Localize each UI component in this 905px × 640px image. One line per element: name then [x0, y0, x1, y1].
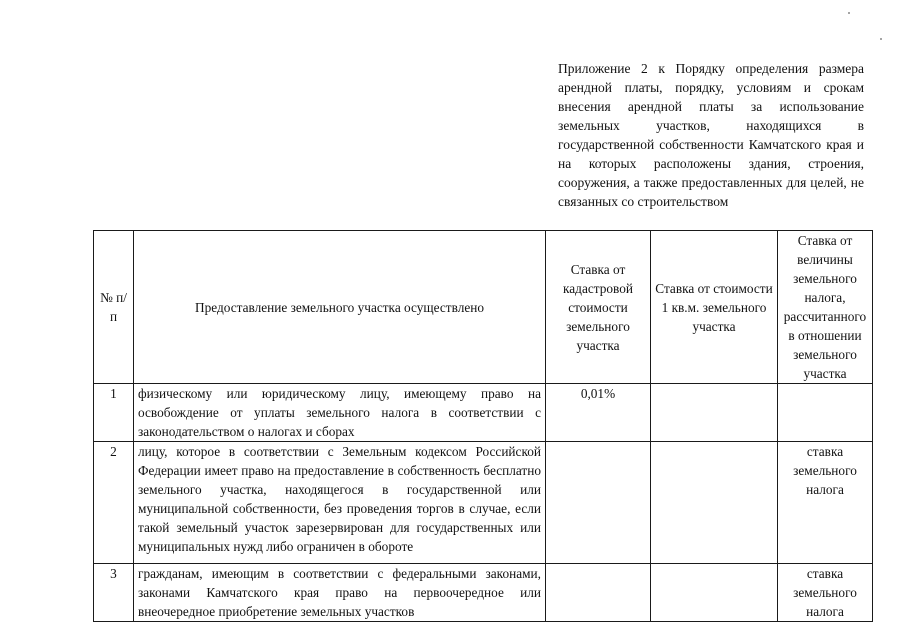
row-cadastral-rate: 0,01% [546, 384, 651, 442]
scan-speck [848, 12, 850, 14]
row-tax-rate: ставка земельного налога [778, 564, 873, 622]
table-header-row [94, 231, 873, 384]
row-tax-rate: ставка земельного налога [778, 442, 873, 564]
row-provision: гражданам, имеющим в соответствии с федеральными законами, законами Камчатского края право на первоочередное или внеочередное приобретение земельных участков [134, 564, 546, 622]
row-cadastral-rate [546, 564, 651, 622]
header-cadastral-rate: Ставка от кадастровой стоимости земельного участка [546, 231, 651, 384]
row-number: 2 [94, 442, 134, 564]
row-provision: лицу, которое в соответствии с Земельным кодексом Российской Федерации имеет право на предоставление в собственность бесплатно земельного участка, находящегося в государственной или муниципальной собственности, без проведения торгов в случае, если такой земельный участок зарезервирован для государственных или муниципальных нужд либо ограничен в обороте [134, 442, 546, 564]
header-number: № п/п [94, 231, 134, 384]
row-number: 3 [94, 564, 134, 622]
header-sqm-rate: Ставка от стоимости 1 кв.м. земельного участка [651, 231, 778, 384]
table-row [94, 564, 873, 622]
row-provision: физическому или юридическому лицу, имеющему право на освобождение от уплаты земельного налога в соответствии с законодательством о налогах и сборах [134, 384, 546, 442]
row-cadastral-rate [546, 442, 651, 564]
row-sqm-rate [651, 384, 778, 442]
header-tax-rate: Ставка от величины земельного налога, рассчитанного в отношении земельного участка [778, 231, 873, 384]
row-sqm-rate [651, 564, 778, 622]
table-row [94, 384, 873, 442]
scan-speck [880, 38, 882, 40]
row-sqm-rate [651, 442, 778, 564]
header-provision: Предоставление земельного участка осуществлено [134, 231, 546, 384]
rates-table [93, 230, 873, 622]
table-row [94, 442, 873, 564]
row-number: 1 [94, 384, 134, 442]
annex-note: Приложение 2 к Порядку определения размера арендной платы, порядку, условиям и срокам внесения арендной платы за использование земельных участков, находящихся в государственной собственности Камчатского края и на которых расположены здания, строения, сооружения, а также предоставленных для целей, не связанных со строительством [558, 61, 864, 209]
row-tax-rate [778, 384, 873, 442]
